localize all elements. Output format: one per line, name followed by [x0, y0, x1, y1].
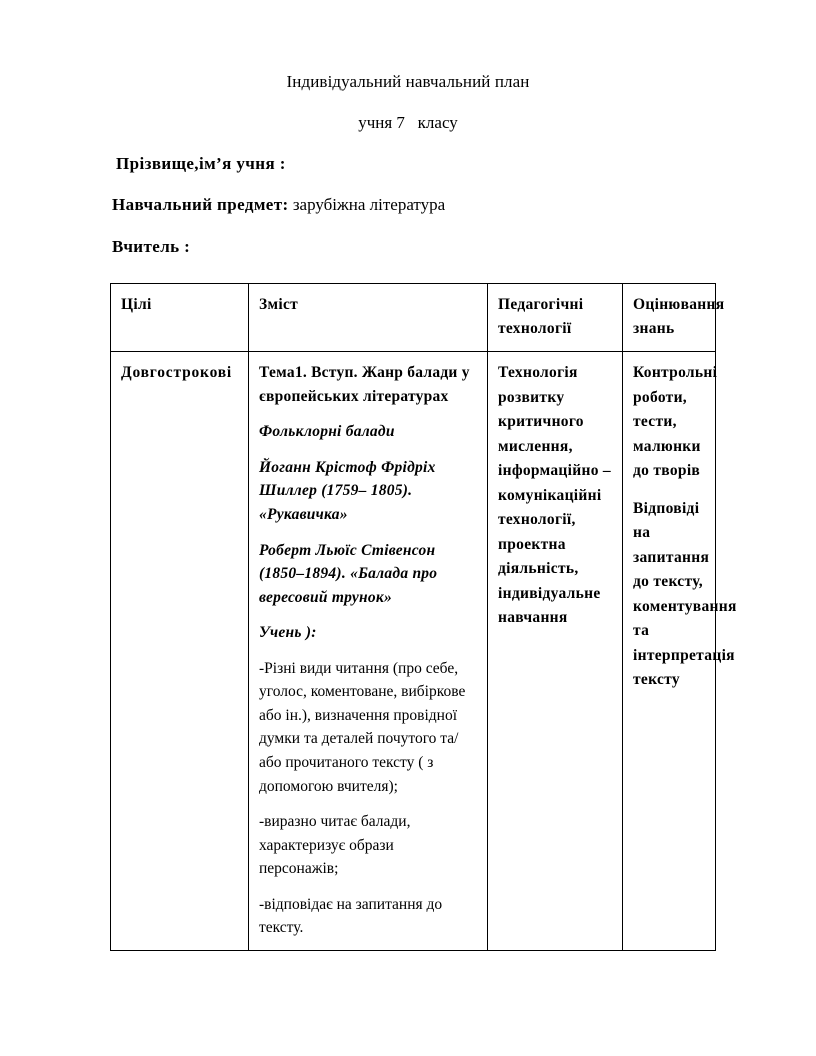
technologies-text: Технологія розвитку критичного мислення, інформаційно – комунікаційні технології, проектна діяльність, індивідуальне навчання — [498, 364, 611, 627]
content-author-stevenson: Роберт Льюїс Стівенсон (1850–1894). «Балада про вересовий трунок» — [259, 541, 438, 606]
content-outcome-3: -відповідає на запитання до тексту. — [259, 895, 443, 937]
table-header-row — [111, 284, 716, 352]
page-title: Індивідуальний навчальний план — [286, 72, 530, 91]
column-header-technologies-line2: технології — [498, 320, 572, 338]
column-header-technologies-line1: Педагогічні — [498, 296, 584, 314]
cell-content — [249, 352, 488, 950]
content-outcome-1: -Різні види читання (про себе, уголос, коментоване, вибіркове або ін.), визначення провідної думки та деталей почутого та/або прочитаного тексту ( з допомогою вчителя); — [259, 659, 466, 795]
column-header-content-label: Зміст — [259, 296, 299, 314]
content-pupil-heading: Учень ): — [259, 624, 317, 642]
column-header-technologies — [488, 284, 623, 352]
table-row — [111, 352, 716, 950]
field-pupil-name — [116, 154, 816, 174]
field-pupil-name-label: Прізвище,ім’я учня : — [116, 154, 286, 174]
content-topic: Тема1. Вступ. Жанр балади у європейських літературах — [259, 364, 470, 405]
field-teacher-label: Вчитель : — [112, 236, 191, 256]
cell-assessment — [623, 352, 737, 950]
cell-technologies — [488, 352, 623, 950]
field-subject-label: Навчальний предмет: — [112, 195, 289, 215]
content-author-schiller: Йоганн Крістоф Фрідріх Шиллер (1759– 1805). «Рукавичка» — [259, 458, 436, 524]
column-header-assessment — [623, 284, 725, 352]
column-header-assessment-line2: знань — [633, 320, 675, 338]
column-header-assessment-line1: Оцінювання — [633, 296, 725, 314]
content-folk-ballads: Фольклорні балади — [259, 423, 395, 441]
column-header-goals — [111, 284, 249, 352]
assessment-text-2: Відповіді на запитання до тексту, коментування та інтерпретація тексту — [633, 499, 737, 689]
cell-goals: Довгострокові — [111, 352, 249, 950]
column-header-goals-label: Цілі — [121, 296, 152, 314]
field-teacher — [112, 237, 816, 257]
field-subject-value: зарубіжна література — [288, 195, 446, 215]
field-subject — [112, 195, 816, 215]
page-subtitle: учня 7 класу — [358, 113, 458, 133]
assessment-text-1: Контрольні роботи, тести, малюнки до творів — [633, 364, 718, 480]
document-header — [0, 0, 816, 257]
column-header-content — [249, 284, 488, 352]
individual-plan-table — [110, 283, 737, 951]
content-outcome-2: -виразно читає балади, характеризує образи персонажів; — [259, 813, 411, 878]
